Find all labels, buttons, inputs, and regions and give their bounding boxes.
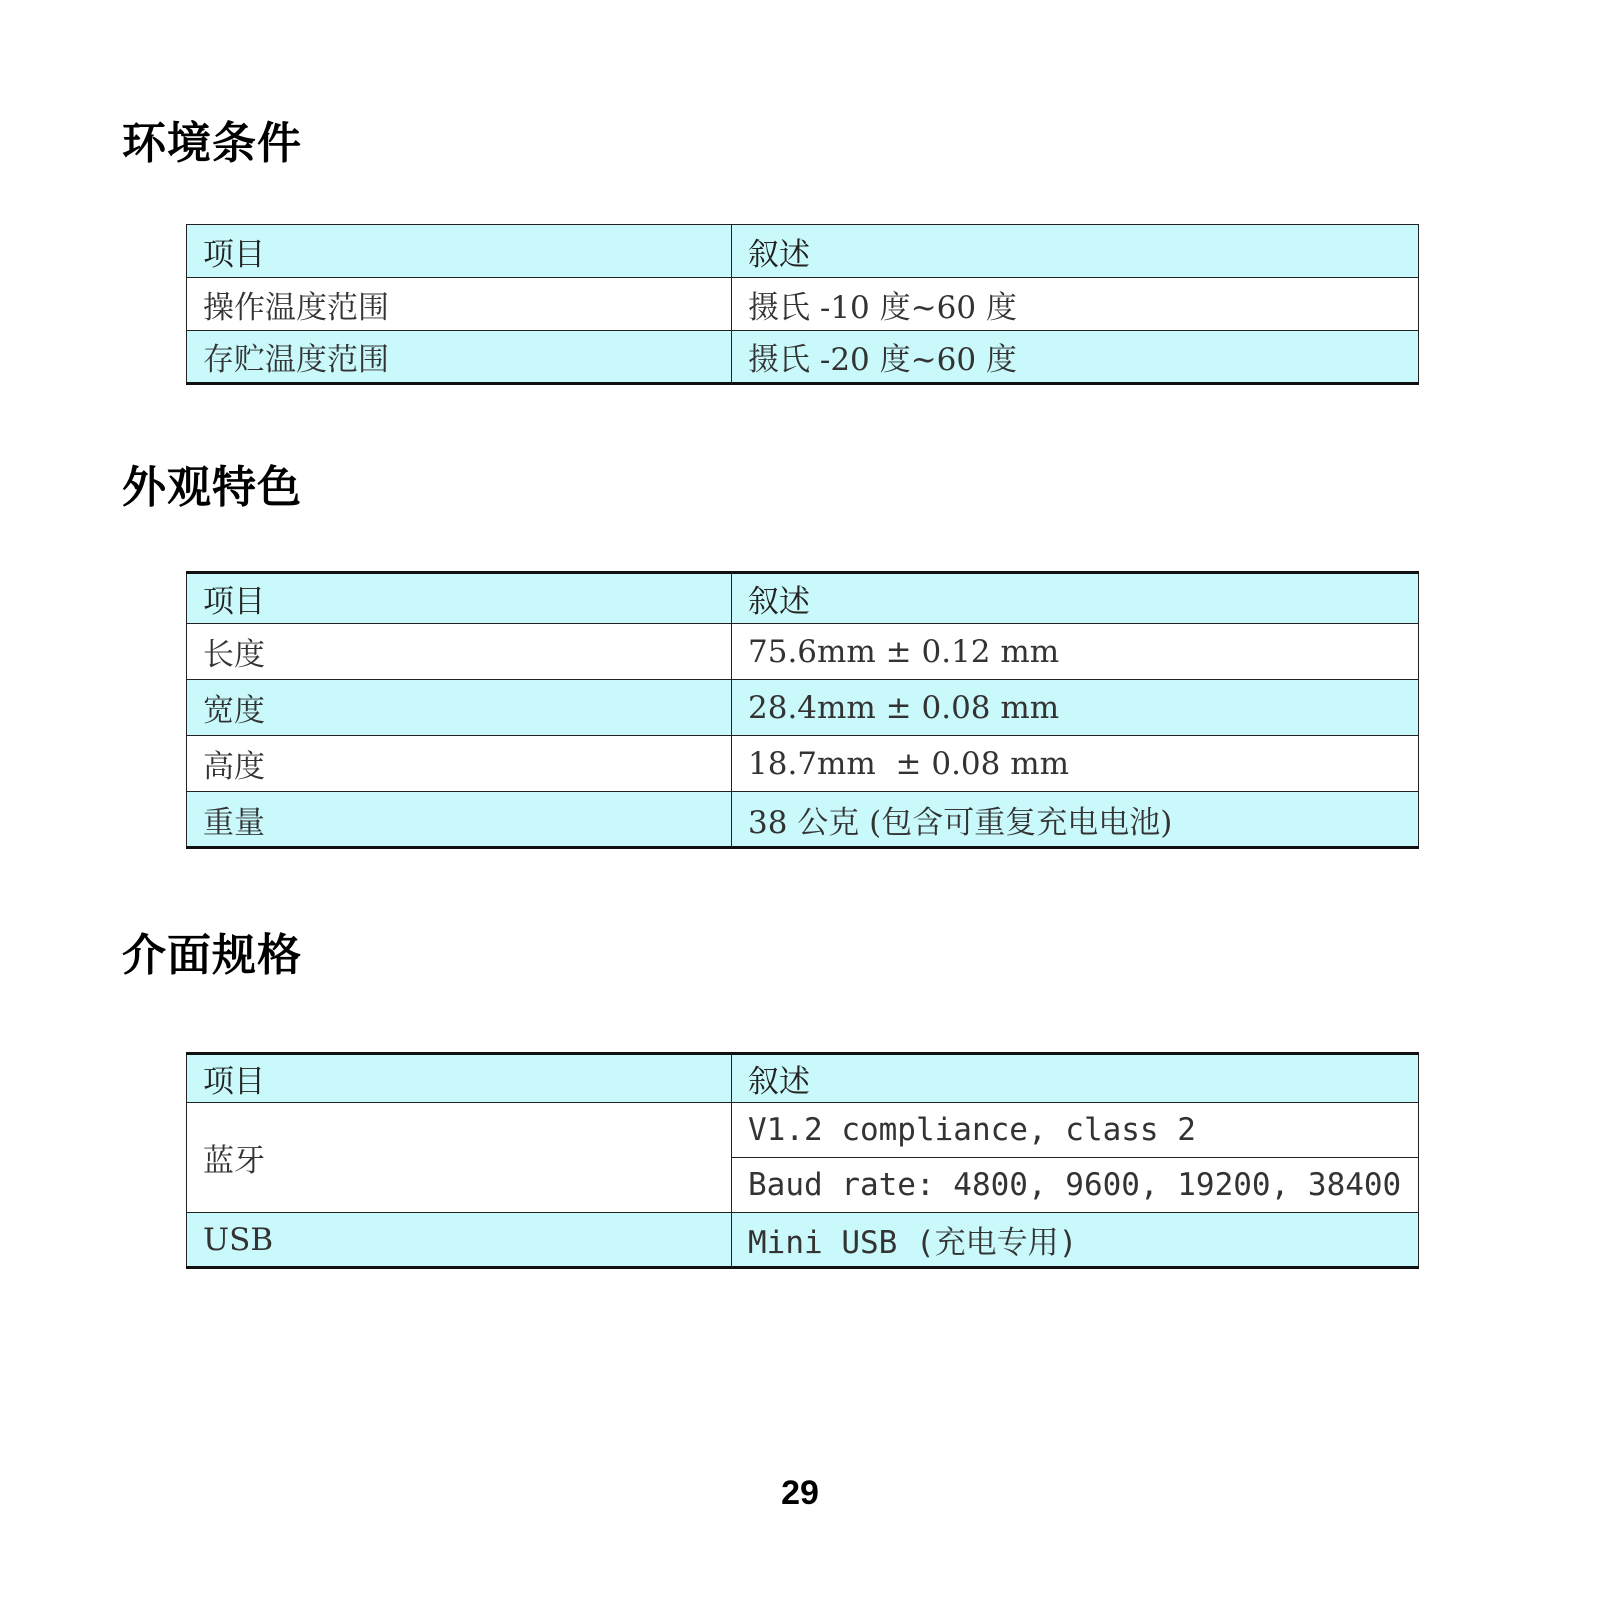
table-row	[187, 331, 1419, 384]
row-value: 摄氏 -10 度~60 度	[732, 278, 1419, 331]
row-label: 蓝牙	[187, 1103, 732, 1213]
row-value: 75.6mm ± 0.12 mm	[732, 624, 1419, 680]
row-label: 操作温度范围	[187, 278, 732, 331]
table-header-row	[187, 573, 1419, 624]
row-value: 28.4mm ± 0.08 mm	[732, 680, 1419, 736]
row-label: 重量	[187, 792, 732, 848]
section-title-appearance: 外观特色	[122, 462, 302, 513]
row-label: 存贮温度范围	[187, 331, 732, 384]
section-title-environment: 环境条件	[122, 118, 302, 169]
row-value: Mini USB (充电专用)	[732, 1213, 1419, 1268]
header-description: 叙述	[732, 1054, 1419, 1103]
table-row	[187, 1103, 1419, 1158]
row-label: USB	[187, 1213, 732, 1268]
row-value: 18.7mm ± 0.08 mm	[732, 736, 1419, 792]
row-label: 高度	[187, 736, 732, 792]
row-value: Baud rate: 4800, 9600, 19200, 38400	[732, 1158, 1419, 1213]
table-row	[187, 1213, 1419, 1268]
table-row	[187, 624, 1419, 680]
table-row	[187, 736, 1419, 792]
header-description: 叙述	[732, 573, 1419, 624]
table-header-row	[187, 225, 1419, 278]
row-value: V1.2 compliance, class 2	[732, 1103, 1419, 1158]
row-value: 摄氏 -20 度~60 度	[732, 331, 1419, 384]
row-value: 38 公克 (包含可重复充电电池)	[732, 792, 1419, 848]
row-label: 长度	[187, 624, 732, 680]
header-description: 叙述	[732, 225, 1419, 278]
header-item: 项目	[187, 1054, 732, 1103]
appearance-table	[186, 571, 1419, 849]
row-label: 宽度	[187, 680, 732, 736]
page-number: 29	[781, 1474, 819, 1512]
table-row	[187, 792, 1419, 848]
interface-table	[186, 1052, 1419, 1269]
table-row	[187, 278, 1419, 331]
header-item: 项目	[187, 225, 732, 278]
table-row	[187, 680, 1419, 736]
environment-table	[186, 224, 1419, 385]
table-header-row	[187, 1054, 1419, 1103]
section-title-interface: 介面规格	[122, 930, 302, 981]
header-item: 项目	[187, 573, 732, 624]
